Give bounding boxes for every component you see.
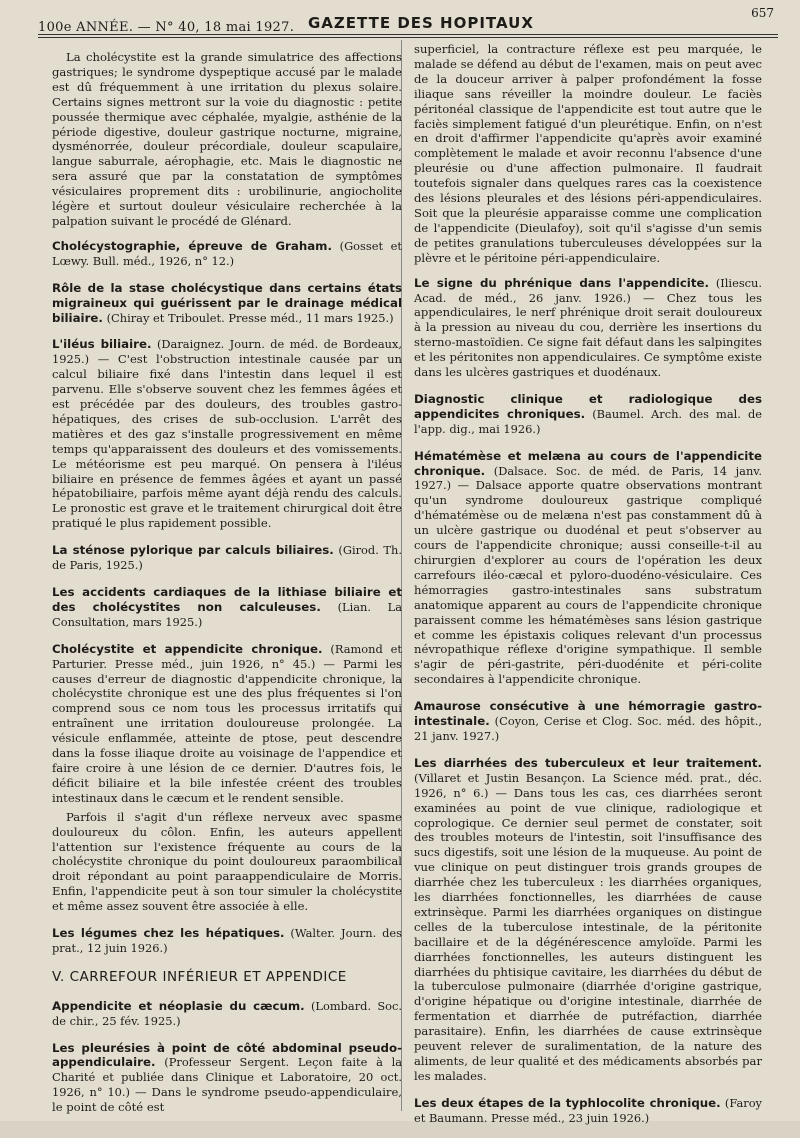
entry-title: Les deux étapes de la typhlocolite chronique.: [414, 1095, 721, 1110]
issue-info: 100e ANNÉE. — N° 40, 18 mai 1927.: [38, 20, 295, 35]
entry-reference: (Girod. Th. de Paris, 1925.): [52, 543, 402, 573]
intro-paragraph: La cholécystite est la grande simulatrice des affections gastriques; le syndrome dyspeptique accusé par le malade est dû fréquemment à une irritation du plexus solaire. Certains signes mettront sur la voie du diagnostic : petite poussée thermique avec céphalée, myalgie, asthénie de la période digestive, douleur gastrique nocturne, migraine, dysménorrée, douleur précordiale, douleur scapulaire, langue saburrale, aérophagie, etc. Mais le diagnostic ne sera assuré que par la constatation de symptômes vésiculaires proprement dits : urobilinurie, angiocholite légère et surtout douleur vésiculaire recherchée à la palpation suivant le procédé de Glénard.: [52, 50, 402, 228]
entry-text-continued: Parfois il s'agit d'un réflexe nerveux avec spasme douloureux du côlon. Enfin, les auteurs appellent l'attention sur l'existence fréquente au cours de la cholécystite chronique du point douloureux paraombilical droit répondant au point paraappendiculaire de Morris. Enfin, l'appendicite peut à son tour simuler la cholécystite et même assez souvent être associée à elle.: [52, 809, 402, 914]
entry-title: Les légumes chez les hépatiques.: [52, 926, 285, 941]
entry-text: — Parmi les causes d'erreur de diagnostic d'appendicite chronique, la cholécystite chronique est une des plus fréquentes si l'on comprend sous ce nom tous les processus irritatifs qui entraînent une irritation douloureuse prolongée. La vésicule enflammée, atteinte de ptose, peut descendre dans la fosse iliaque droite au voisinage de l'appendice et faire croire à une lésion de ce dernier. D'autres fois, le déficit biliaire et la bile infestée créent des troubles intestinaux dans le cæcum et le rendent sensible.: [52, 656, 402, 805]
entry-title: Hématémèse et melæna au cours de l'appendicite chronique.: [414, 448, 762, 478]
left-column: [52, 50, 402, 1127]
entry-cholecystite-appendicite: [52, 642, 402, 914]
entry-accidents-cardiaques: [52, 585, 402, 630]
entry-text: — Dans le syndrome pseudo-appendiculaire, le point de côté est: [52, 1085, 402, 1115]
entry-title: L'iléus biliaire.: [52, 337, 152, 352]
entry-reference: (Villaret et Justin Besançon. La Science méd. prat., déc. 1926, n° 6.): [414, 770, 762, 800]
entry-title: Les diarrhées des tuberculeux et leur traitement.: [414, 755, 762, 770]
entry-reference: (Lian. La Consultation, mars 1925.): [52, 599, 403, 629]
page-header: [38, 6, 778, 36]
entry-reference: (Gosset et Lœwy. Bull. méd., 1926, n° 12.): [52, 238, 402, 268]
continued-paragraph: superficiel, la contracture réflexe est peu marquée, le malade se défend au début de l'examen, mais on peut avec de la douceur arriver à palper profondément la fosse iliaque sans réveiller la moindre douleur. Le faciès péritonéal classique de l'appendicite est tout autre que le faciès simplement fatigué d'un pleurétique. Enfin, on n'est en droit d'affirmer l'appendicite qu'après avoir examiné complètement le malade et avoir reconnu l'absence d'une pleurésie ou d'une affection pulmonaire. Il faudrait toutefois signaler dans quelques rares cas la coexistence des lésions pleurales et des lésions péri-appendiculaires. Soit que la pleurésie apparaisse comme une complication de l'appendicite (Dieulafoy), soit qu'il s'agisse d'un semis de petites granulations tuberculeuses développées sur la plèvre et le péritoine péri-appendiculaire.: [414, 42, 762, 265]
entry-title: Cholécystite et appendicite chronique.: [52, 641, 323, 656]
entry-reference: (Faroy et Baumann. Presse méd., 23 juin 1926.): [414, 1095, 762, 1125]
right-column: [414, 42, 762, 1138]
entry-title: Rôle de la stase cholécystique dans certains états migraineux qui guérissent par le drainage médical biliaire.: [52, 280, 402, 325]
entry-title: Amaurose consécutive à une hémorragie gastro-intestinale.: [414, 699, 762, 729]
entry-amaurose: [414, 699, 762, 744]
entry-reference: (Baumel. Arch. des mal. de l'app. dig., mai 1926.): [414, 406, 762, 436]
entry-reference: (Professeur Sergent. Leçon faite à la Charité et publiée dans Clinique et Laboratoire, 20 oct. 1926, n° 10.): [52, 1055, 403, 1100]
entry-reference: (Coyon, Cerise et Clog. Soc. méd. des hôpit., 21 janv. 1927.): [414, 714, 762, 743]
entry-text: — Chez tous les appendiculaires, le nerf phrénique droit serait douloureux à la pression au niveau du cou, derrière les insertions du sterno-mastoïdien. Ce signe fait défaut dans les salpingites et les péritonites non appendiculaires. Ce symptôme existe dans les ulcères gastriques et duodénaux.: [414, 290, 762, 380]
entry-diagnostic-appendicites: [414, 392, 762, 437]
entry-title: Les pleurésies à point de côté abdominal pseudo-appendiculaire.: [52, 1040, 402, 1070]
entry-text: — C'est l'obstruction intestinale causée par un calcul biliaire fixé dans l'intestin dans lequel il est parvenu. Elle s'observe souvent chez les femmes âgées et est précédée par des douleurs, des troubles gastro-hépatiques, des crises de sub-occlusion. L'arrêt des matières et des gaz s'installe progressivement en même temps qu'apparaissent des douleurs et des vomissements. Le météorisme est peu marqué. On pensera à l'iléus biliaire en présence de femmes âgées et ayant un passé hépatobiliaire, parfois même ayant déjà rendu des calculs. Le pronostic est grave et le traitement chirurgical doit être pratiqué le plus rapidement possible.: [52, 352, 403, 531]
entry-title: Diagnostic clinique et radiologique des appendicites chroniques.: [414, 391, 762, 421]
entry-diarrhees-tuberculeux: [414, 756, 762, 1084]
entry-reference: (Dalsace. Soc. de méd. de Paris, 14 janv. 1927.): [414, 463, 762, 493]
entry-text: — Dalsace apporte quatre observations montrant qu'un syndrome douloureux gastrique compliqué d'hématémèse ou de melæna n'est pas constamment dû à un ulcère gastrique ou duodénal et peut s'observer au cours de l'appendicite chronique; aussi conseille-t-il au chirurgien d'explorer au cours de l'opération les deux carrefours iléo-cæcal et pyloro-duodéno-vésiculaire. Ces hémorragies gastro-intestinales sans substratum anatomique apparent au cours de l'appendicite chronique paraissent comme les hématémèses sans lésion gastrique et comme les épistaxis coliques relevant d'un processus névropathique réflexe d'origine sympathique. Il semble s'agir de péri-gastrite, péri-duodénite et péri-colite secondaires à l'appendicite chronique.: [414, 478, 762, 687]
entry-title: Le signe du phrénique dans l'appendicite.: [414, 275, 709, 290]
entry-signe-phrenique: [414, 276, 762, 380]
header-rule: [38, 34, 778, 38]
entry-title: La sténose pylorique par calculs biliaires.: [52, 543, 334, 558]
entry-title: Cholécystographie, épreuve de Graham.: [52, 238, 332, 253]
entry-legumes-hepatiques: [52, 926, 402, 956]
section-heading: V. CARREFOUR INFÉRIEUR ET APPENDICE: [52, 968, 347, 985]
page-number: 657: [751, 6, 774, 20]
entry-cholecystographie: [52, 239, 402, 269]
entry-typhlocolite: [414, 1096, 762, 1126]
entry-reference: (Walter. Journ. des prat., 12 juin 1926.): [52, 926, 402, 955]
entry-appendicite-neoplasie: [52, 999, 402, 1029]
entry-ileus-biliaire: [52, 337, 402, 531]
entry-stase-cholecystique: [52, 281, 402, 326]
entry-reference: (Lombard. Soc. de chir., 25 fév. 1925.): [52, 998, 403, 1028]
entry-pleuresies: [52, 1041, 402, 1116]
entry-reference: (Chiray et Triboulet. Presse méd., 11 mars 1925.): [106, 310, 394, 325]
journal-title: GAZETTE DES HOPITAUX: [308, 14, 534, 32]
entry-text: — Dans tous les cas, ces diarrhées seront examinées au point de vue clinique, radiologique et coprologique. Ce dernier seul permet de constater, soit des troubles moteurs de l'intestin, soit l'insuffisance des sucs digestifs, soit une lésion de la muqueuse. Au point de vue clinique on peut distinguer trois grands groupes de diarrhée chez les tuberculeux : les diarrhées organiques, les diarrhées fonctionnelles, les diarrhées de cause extrinsèque. Parmi les diarrhées organiques on distingue celles de la tuberculose intestinale, de la péritonite bacillaire et de la dégénérescence amyloïde. Parmi les diarrhées fonctionnelles, les auteurs distinguent les diarrhées du phtisique cavitaire, les diarrhées du début de la tuberculose pulmonaire (diarrhée d'origine gastrique, d'origine hépatique ou d'origine intestinale, diarrhée de fermentation et diarrhée de putréfaction, diarrhée parasitaire). Enfin, les diarrhées de cause extrinsèque peuvent relever de suralimentation, de la nature des aliments, de leur qualité et des médicaments absorbés par les malades.: [414, 785, 762, 1083]
entry-stenose-pylorique: [52, 543, 402, 573]
entry-reference: (Daraignez. Journ. de méd. de Bordeaux, 1925.): [52, 337, 402, 367]
entry-reference: (Ramond et Parturier. Presse méd., juin 1926, n° 45.): [52, 641, 402, 671]
entry-hematemese: [414, 449, 762, 688]
entry-reference: (Iliescu. Acad. de méd., 26 janv. 1926.): [414, 275, 762, 305]
entry-title: Les accidents cardiaques de la lithiase biliaire et des cholécystites non calculeuses.: [52, 585, 402, 614]
entry-title: Appendicite et néoplasie du cæcum.: [52, 998, 305, 1013]
